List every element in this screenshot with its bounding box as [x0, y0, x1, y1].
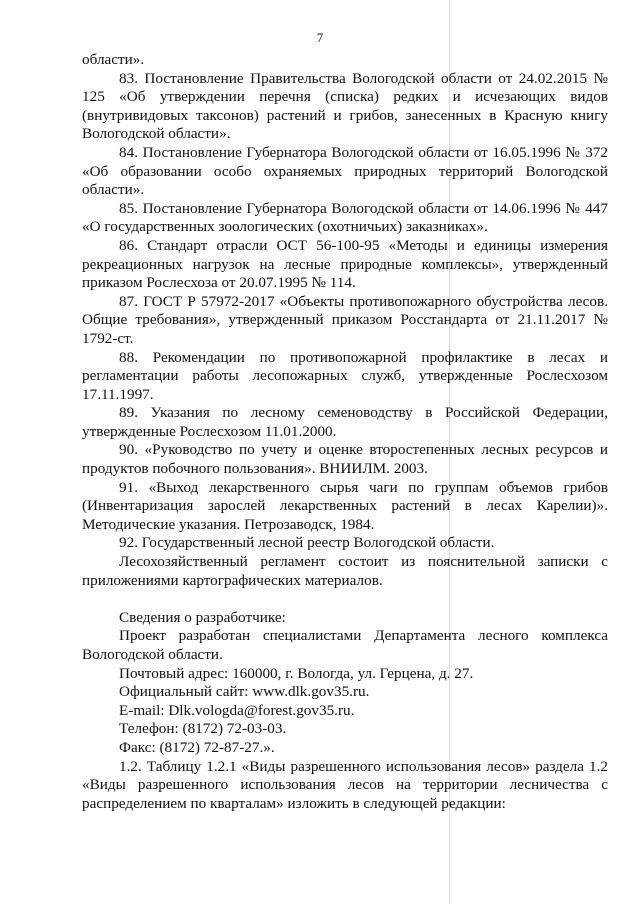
- reference-90: 90. «Руководство по учету и оценке второстепенных лесных ресурсов и продуктов побочного пользования». ВНИИЛМ. 2003.: [82, 441, 608, 478]
- document-body: [82, 51, 608, 813]
- email-address: E-mail: Dlk.vologda@forest.gov35.ru.: [119, 701, 355, 719]
- reference-86: 86. Стандарт отрасли ОСТ 56-100-95 «Методы и единицы измерения рекреационных нагрузок на лесные природные комплексы», утвержденный приказом Рослесхоза от 20.07.1995 № 114.: [82, 236, 608, 292]
- blank-line: [82, 590, 608, 609]
- fax-number: Факс: (8172) 72-87-27.».: [119, 738, 275, 756]
- reference-92: 92. Государственный лесной реестр Вологодской области.: [119, 534, 495, 552]
- reference-87: 87. ГОСТ Р 57972-2017 «Объекты противопожарного обустройства лесов. Общие требования», утвержденный приказом Росстандарта от 21.11.2017 № 1792-ст.: [82, 292, 608, 347]
- reference-91: 91. «Выход лекарственного сырья чаги по группам объемов грибов (Инвентаризация зарослей лекарственных растений в лесах Карелии)». Методические указания. Петрозаводск, 1984.: [82, 478, 608, 533]
- amendment-paragraph: 1.2. Таблицу 1.2.1 «Виды разрешенного использования лесов» раздела 1.2 «Виды разрешенного использования лесов на территории лесничества с распределением по кварталам» изложить в следующей редакции:: [82, 757, 608, 812]
- official-website: Официальный сайт: www.dlk.gov35.ru.: [119, 683, 370, 701]
- reference-89: 89. Указания по лесному семеноводству в Российской Федерации, утвержденные Рослесхозом 11.01.2000.: [82, 404, 608, 440]
- reference-83: 83. Постановление Правительства Вологодской области от 24.02.2015 № 125 «Об утверждении перечня (списка) редких и исчезающих видов (внутривидовых таксонов) растений и грибов, занесенных в Красную книгу Вологодской области».: [82, 69, 608, 143]
- phone-number: Телефон: (8172) 72-03-03.: [119, 720, 287, 738]
- developer-info-heading: Сведения о разработчике:: [119, 608, 286, 626]
- reference-85: 85. Постановление Губернатора Вологодской области от 14.06.1996 № 447 «О государственных зоологических (охотничьих) заказниках».: [82, 199, 608, 236]
- paragraph-continuation: области».: [82, 51, 145, 68]
- reference-88: 88. Рекомендации по противопожарной профилактике в лесах и регламентации работы лесопожарных служб, утвержденные Рослесхозом 17.11.1997.: [82, 348, 608, 403]
- page-number: 7: [316, 30, 324, 45]
- postal-address: Почтовый адрес: 160000, г. Вологда, ул. Герцена, д. 27.: [119, 664, 474, 682]
- developer-info: Проект разработан специалистами Департамента лесного комплекса Вологодской области.: [82, 627, 608, 663]
- regulation-composition: Лесохозяйственный регламент состоит из пояснительной записки с приложениями картографических материалов.: [82, 553, 608, 589]
- reference-84: 84. Постановление Губернатора Вологодской области от 16.05.1996 № 372 «Об образовании особо охраняемых природных территорий Вологодской области».: [82, 143, 608, 199]
